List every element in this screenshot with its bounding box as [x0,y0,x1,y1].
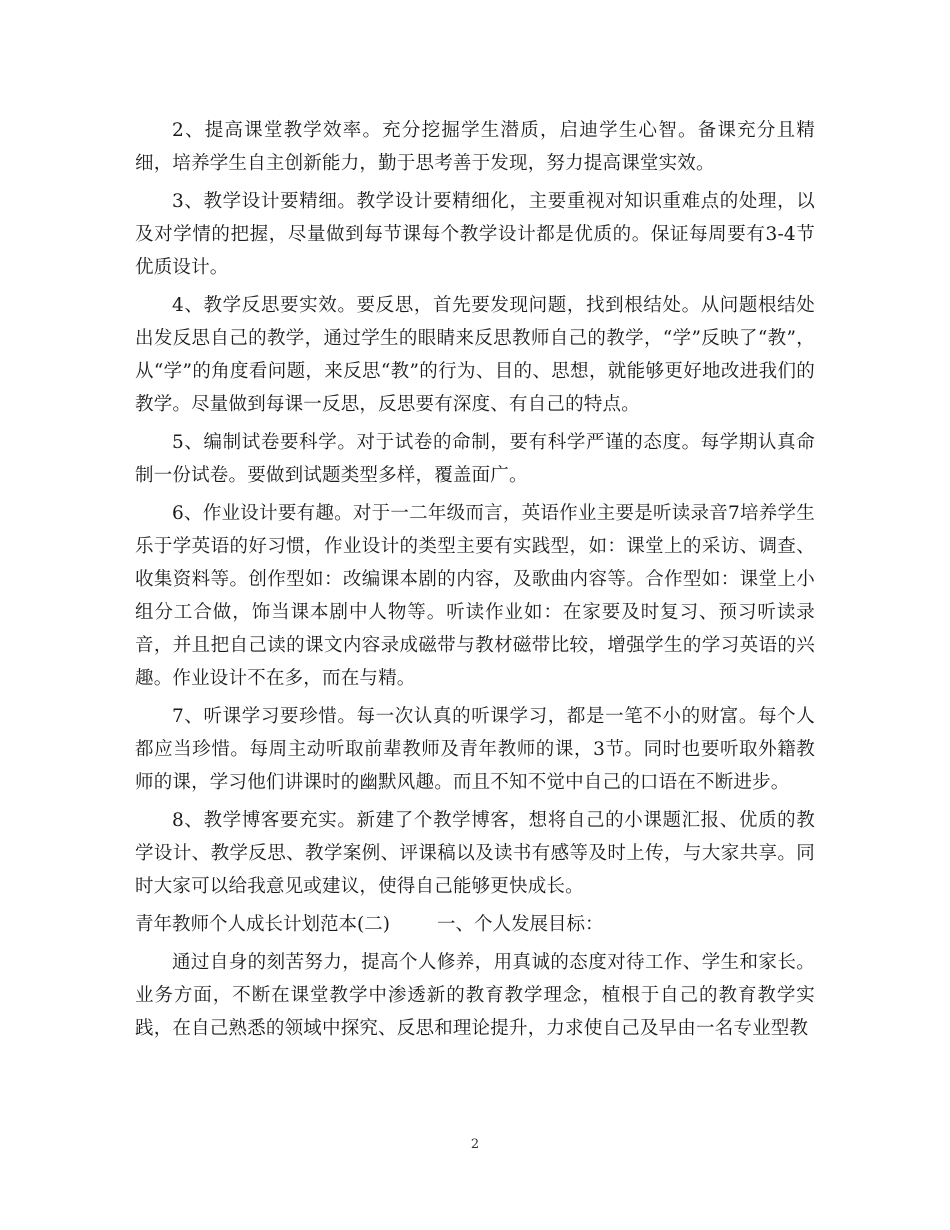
paragraph-item-6: 6、作业设计要有趣。对于一二年级而言，英语作业主要是听读录音7培养学生乐于学英语的好习惯，作业设计的类型主要有实践型，如：课堂上的采访、调查、收集资料等。创作型如：改编课本剧的内容，及歌曲内容等。合作型如：课堂上小组分工合做，饰当课本剧中人物等。听读作业如：在家要及时复习、预习听读录音，并且把自己读的课文内容录成磁带与教材磁带比较，增强学生的学习英语的兴趣。作业设计不在多，而在与精。 [135,503,815,689]
paragraph-item-7: 7、听课学习要珍惜。每一次认真的听课学习，都是一笔不小的财富。每个人都应当珍惜。每周主动听取前辈教师及青年教师的课，3节。同时也要听取外籍教师的课，学习他们讲课时的幽默风趣。而且不知不觉中自己的口语在不断进步。 [135,706,815,793]
section-heading [135,908,815,941]
closing-paragraph: 通过自身的刻苦努力，提高个人修养，用真诚的态度对待工作、学生和家长。业务方面，不断在课堂教学中渗透新的教育教学理念，植根于自己的教育教学实践，在自己熟悉的领域中探究、反思和理论提升，力求使自己及早由一名专业型教 [135,952,815,1039]
paragraph-item-5: 5、编制试卷要科学。对于试卷的命制，要有科学严谨的态度。每学期认真命制一份试卷。要做到试题类型多样，覆盖面广。 [135,432,815,486]
paragraph-item-4: 4、教学反思要实效。要反思，首先要发现问题，找到根结处。从问题根结处出发反思自己的教学，通过学生的眼睛来反思教师自己的教学，“学”反映了“教”，从“学”的角度看问题，来反思“教”的行为、目的、思想，就能够更好地改进我们的教学。尽量做到每课一反思，反思要有深度、有自己的特点。 [135,295,815,415]
paragraph-item-2: 2、提高课堂教学效率。充分挖掘学生潜质，启迪学生心智。备课充分且精细，培养学生自主创新能力，勤于思考善于发现，努力提高课堂实效。 [135,120,815,174]
page-number: 2 [470,1137,480,1152]
section-title: 青年教师个人成长计划范本(二) [135,914,390,935]
section-subtitle: 一、个人发展目标： [436,914,604,935]
document-body [135,114,815,1050]
paragraph-item-3: 3、教学设计要精细。教学设计要精细化，主要重视对知识重难点的处理，以及对学情的把握，尽量做到每节课每个教学设计都是优质的。保证每周要有3-4节优质设计。 [135,191,815,278]
paragraph-item-8: 8、教学博客要充实。新建了个教学博客，想将自己的小课题汇报、优质的教学设计、教学反思、教学案例、评课稿以及读书有感等及时上传，与大家共享。同时大家可以给我意见或建议，使得自己能够更快成长。 [135,810,815,897]
